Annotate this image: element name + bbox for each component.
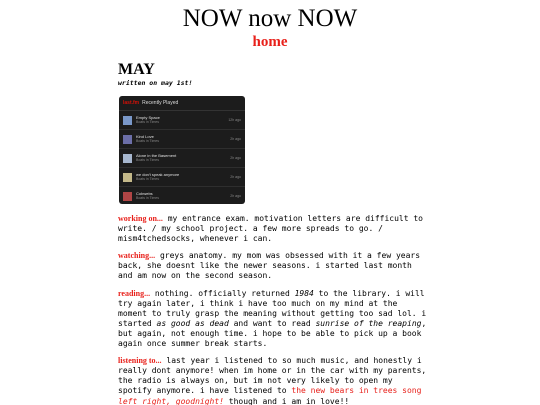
track-time: 12h ago: [228, 118, 241, 122]
track-title[interactable]: Kind Love: [136, 134, 154, 139]
track-text: [136, 153, 230, 163]
reading-text-4: , but again, not enough time. i hope to be able to pick up a book again once summer break starts.: [118, 318, 427, 349]
watching-text: greys anatomy. my mom was obsessed with it a few years back, she doesnt like the newer seasons. i started last month and am now on the second season.: [118, 251, 421, 281]
track-artist[interactable]: Boats in Times: [136, 139, 159, 143]
section-reading: [118, 289, 430, 350]
lastfm-recently-played-widget: [119, 96, 245, 204]
track-title[interactable]: Alone in the Basement: [136, 153, 177, 158]
track-artist[interactable]: Boats in Times: [136, 177, 159, 181]
track-row[interactable]: [119, 111, 245, 130]
reading-text-3: and want to read: [228, 318, 316, 328]
working-label: working on...: [118, 214, 163, 223]
reading-label: reading...: [118, 288, 151, 298]
lastfm-logo[interactable]: last.fm: [123, 100, 140, 106]
book-title: as good as dead: [156, 318, 229, 328]
track-list: [119, 111, 245, 204]
home-link[interactable]: home: [252, 34, 288, 50]
post-month-heading: MAY: [118, 61, 155, 78]
widget-header: [119, 96, 245, 111]
book-title: 1984: [294, 288, 314, 298]
reading-text-2: to the library. i will try again later, i think i have too much on my mind at the moment to truly grasp the meaning without getting too sad lol. i started: [118, 288, 427, 328]
section-working: [118, 214, 430, 244]
album-art-thumbnail: [123, 116, 132, 125]
listening-text-1: last year i listened to so much music, and honestly i really dont anymore! when im home or in the car with my parents, the radio is always on, but im not very likely to open my spotify anymore. i have listened to: [118, 356, 427, 396]
section-listening: [118, 356, 430, 405]
track-row[interactable]: [119, 149, 245, 168]
track-title[interactable]: Cobwebs: [136, 191, 153, 196]
track-title[interactable]: Empty Space: [136, 115, 160, 120]
song-mention: the new bears in trees song: [291, 386, 422, 396]
track-text: [136, 172, 230, 182]
watching-label: watching...: [118, 251, 156, 261]
post-date: written on may 1st!: [118, 79, 193, 87]
track-row[interactable]: [119, 168, 245, 187]
album-art-thumbnail: [123, 173, 132, 182]
track-time: 2h ago: [230, 175, 241, 179]
working-text: my entrance exam. motivation letters are difficult to write. / my school project. a few more spreads to go. / mism4tchedsocks, whenever i can.: [118, 214, 423, 244]
track-row[interactable]: [119, 130, 245, 149]
track-artist[interactable]: Boats in Times: [136, 158, 159, 162]
widget-title: Recently Played: [142, 100, 179, 106]
album-art-thumbnail: [123, 192, 132, 201]
listening-text-2: though and i am in love!!: [223, 396, 350, 405]
track-artist[interactable]: Boats in Times: [136, 120, 159, 124]
site-title: NOW now NOW: [182, 5, 358, 32]
track-text: [136, 134, 230, 144]
track-time: 2h ago: [230, 156, 241, 160]
section-watching: [118, 251, 430, 281]
track-text: [136, 191, 230, 201]
reading-text-1: nothing. officially returned: [150, 288, 295, 298]
track-artist[interactable]: Boats in Times: [136, 196, 159, 200]
album-art-thumbnail: [123, 154, 132, 163]
song-title: left right, goodnight!: [118, 396, 224, 405]
track-row[interactable]: [119, 187, 245, 204]
album-art-thumbnail: [123, 135, 132, 144]
track-text: [136, 115, 228, 125]
listening-label: listening to...: [118, 356, 162, 366]
track-time: 2h ago: [230, 137, 241, 141]
track-title[interactable]: we don't speak anymore: [136, 172, 180, 177]
post-content: [118, 61, 430, 405]
book-title: sunrise of the reaping: [315, 318, 422, 328]
track-time: 2h ago: [230, 194, 241, 198]
